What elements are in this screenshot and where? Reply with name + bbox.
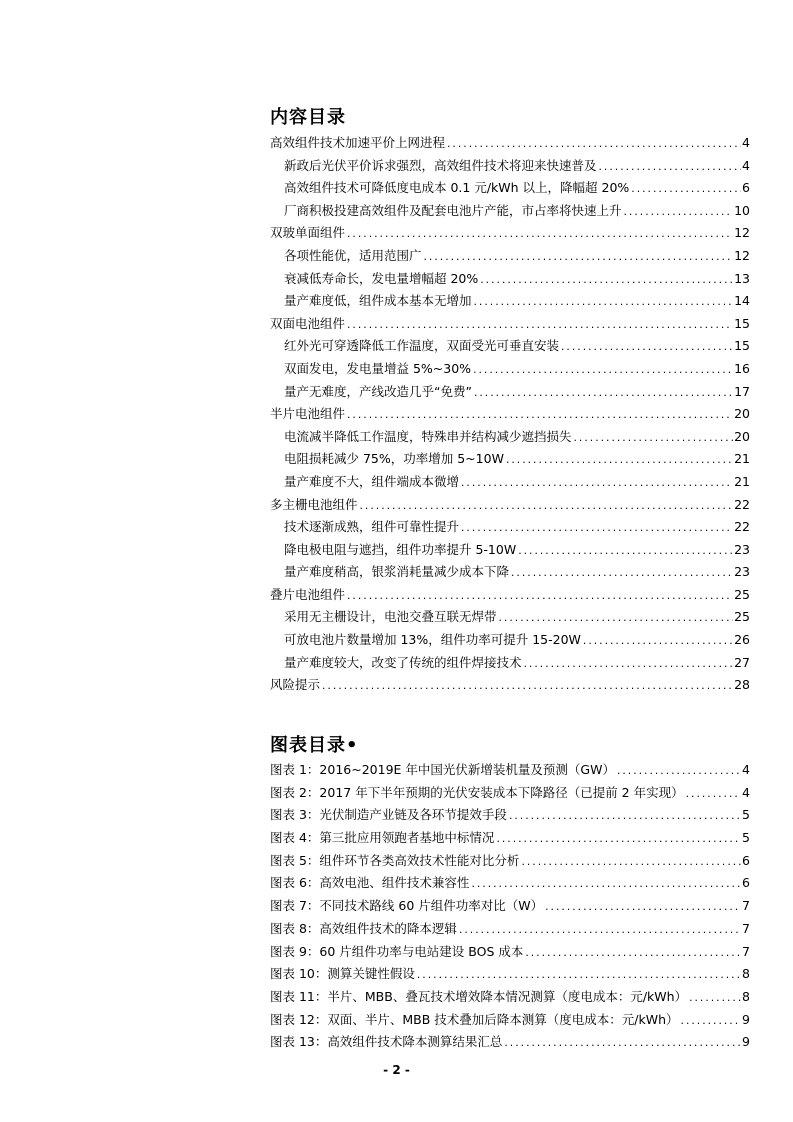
toc-entry-label: 量产无难度，产线改造几乎“免费”: [284, 383, 472, 399]
dot-leader: [321, 676, 733, 699]
dot-leader: [460, 518, 733, 541]
figure-entry-label: 图表 10：测算关键性假设: [270, 966, 415, 982]
toc-entry-label: 高效组件技术可降低度电成本 0.1 元/kWh 以上，降幅超 20%: [284, 180, 630, 196]
toc-entry[interactable]: [270, 606, 750, 629]
toc-list: [270, 132, 750, 697]
toc-entry[interactable]: [270, 403, 750, 426]
dot-leader: [598, 157, 742, 180]
figure-entry-page-number: 8: [742, 966, 750, 982]
dot-leader: [498, 608, 734, 631]
toc-entry-label: 红外光可穿透降低工作温度，双面受光可垂直安装: [284, 338, 560, 354]
dot-leader: [520, 852, 741, 875]
dot-leader: [473, 383, 733, 406]
page-number: - 2 -: [383, 1063, 410, 1077]
dot-leader: [508, 806, 741, 829]
figure-entry[interactable]: [270, 963, 750, 986]
toc-entry-label: 风险提示: [270, 677, 321, 693]
figure-entry-page-number: 9: [742, 1034, 750, 1050]
dot-leader: [623, 202, 734, 225]
dot-leader: [416, 965, 741, 988]
toc-entry[interactable]: [270, 471, 750, 494]
figure-entry-label: 图表 8：高效组件技术的降本逻辑: [270, 920, 457, 936]
toc-entry-page-number: 27: [734, 654, 750, 670]
figure-entry-label: 图表 3：光伏制造产业链及各环节提效手段: [270, 807, 507, 823]
figure-entry[interactable]: [270, 759, 750, 782]
dot-leader: [688, 988, 741, 1011]
dot-leader: [346, 586, 733, 609]
toc-entry-label: 各项性能优，适用范围广: [284, 247, 422, 263]
figure-entry[interactable]: [270, 941, 750, 964]
figure-entry-page-number: 7: [742, 943, 750, 959]
dot-leader: [544, 897, 741, 920]
figure-entry-page-number: 6: [742, 852, 750, 868]
toc-entry[interactable]: [270, 335, 750, 358]
toc-entry[interactable]: [270, 584, 750, 607]
toc-entry-page-number: 26: [734, 632, 750, 648]
toc-entry-page-number: 4: [742, 157, 750, 173]
toc-entry-label: 半片电池组件: [270, 406, 346, 422]
dot-leader: [630, 179, 741, 202]
toc-heading: 内容目录: [270, 107, 346, 128]
toc-entry-label: 可放电池片数量增加 13%，组件功率可提升 15-20W: [284, 632, 581, 648]
figure-entry-label: 图表 7：不同技术路线 60 片组件功率对比（W）: [270, 898, 544, 914]
figure-entry-page-number: 6: [742, 875, 750, 891]
dot-leader: [680, 1011, 742, 1034]
toc-entry[interactable]: [270, 200, 750, 223]
dot-leader: [573, 428, 734, 451]
figure-entry[interactable]: [270, 895, 750, 918]
toc-entry-page-number: 12: [734, 247, 750, 263]
dot-leader: [423, 247, 734, 270]
figure-entry-page-number: 5: [742, 807, 750, 823]
toc-entry-label: 高效组件技术加速平价上网进程: [270, 135, 446, 150]
figure-entry[interactable]: [270, 918, 750, 941]
dot-leader: [503, 1033, 741, 1056]
toc-entry-label: 量产难度稍高，银浆消耗量减少成本下降: [284, 564, 510, 580]
dot-leader: [560, 337, 733, 360]
toc-entry-page-number: 20: [734, 406, 750, 422]
toc-entry-page-number: 22: [734, 519, 750, 535]
dot-leader: [460, 473, 733, 496]
figures-heading: 图表目录•: [270, 735, 359, 756]
toc-entry-page-number: 15: [734, 338, 750, 354]
figure-entry-page-number: 7: [742, 898, 750, 914]
toc-entry-label: 双面发电，发电量增益 5%~30%: [284, 360, 472, 376]
toc-entry-label: 降电极电阻与遮挡，组件功率提升 5-10W: [284, 541, 517, 557]
dot-leader: [505, 450, 733, 473]
toc-entry-label: 厂商积极投建高效组件及配套电池片产能，市占率将快速上升: [284, 202, 622, 218]
dot-leader: [685, 784, 741, 807]
figure-entry-label: 图表 4：第三批应用领跑者基地中标情况: [270, 830, 495, 846]
toc-entry-page-number: 23: [734, 541, 750, 557]
toc-entry-page-number: 21: [734, 451, 750, 467]
figure-entry-page-number: 4: [742, 762, 750, 777]
figures-list: [270, 759, 750, 1054]
toc-entry[interactable]: [270, 268, 750, 291]
dot-leader: [359, 496, 734, 519]
figure-entry[interactable]: [270, 986, 750, 1009]
toc-entry-page-number: 4: [742, 135, 750, 150]
toc-entry-page-number: 23: [734, 564, 750, 580]
toc-entry-page-number: 17: [734, 383, 750, 399]
toc-entry-page-number: 15: [734, 315, 750, 331]
dot-leader: [346, 405, 733, 428]
toc-entry[interactable]: [270, 290, 750, 313]
toc-entry[interactable]: [270, 629, 750, 652]
toc-entry-label: 叠片电池组件: [270, 586, 346, 602]
dot-leader: [470, 874, 741, 897]
toc-entry-label: 电流减半降低工作温度，特殊串并结构减少遮挡损失: [284, 428, 572, 444]
figure-entry-page-number: 7: [742, 920, 750, 936]
figure-entry-label: 图表 12：双面、半片、MBB 技术叠加后降本测算（度电成本：元/kWh）: [270, 1011, 679, 1027]
dot-leader: [346, 315, 733, 338]
figure-entry[interactable]: [270, 850, 750, 873]
figure-entry-label: 图表 1：2016~2019E 年中国光伏新增装机量及预测（GW）: [270, 762, 615, 777]
toc-entry-label: 电阻损耗减少 75%，功率增加 5~10W: [284, 451, 504, 467]
toc-entry[interactable]: [270, 674, 750, 697]
toc-entry-page-number: 10: [734, 202, 750, 218]
figure-entry-label: 图表 2：2017 年下半年预期的光伏安装成本下降路径（已提前 2 年实现）: [270, 784, 684, 800]
toc-entry-page-number: 6: [742, 180, 750, 196]
dot-leader: [510, 563, 733, 586]
toc-entry-label: 采用无主栅设计，电池交叠互联无焊带: [284, 609, 497, 625]
toc-entry[interactable]: [270, 358, 750, 381]
toc-entry[interactable]: [270, 561, 750, 584]
dot-leader: [524, 943, 741, 966]
toc-entry-page-number: 14: [734, 293, 750, 309]
figure-entry-label: 图表 9：60 片组件功率与电站建设 BOS 成本: [270, 943, 524, 959]
figure-entry-page-number: 5: [742, 830, 750, 846]
toc-entry-label: 多主栅电池组件: [270, 496, 358, 512]
toc-entry[interactable]: [270, 177, 750, 200]
toc-entry[interactable]: [270, 652, 750, 675]
toc-entry-label: 衰减低寿命长，发电量增幅超 20%: [284, 270, 479, 286]
figure-entry[interactable]: [270, 1009, 750, 1032]
toc-entry-page-number: 22: [734, 496, 750, 512]
toc-entry-page-number: 25: [734, 586, 750, 602]
toc-entry[interactable]: [270, 245, 750, 268]
figure-entry[interactable]: [270, 1031, 750, 1054]
figure-entry-page-number: 4: [742, 784, 750, 800]
dot-leader: [473, 292, 734, 315]
figure-entry-page-number: 9: [742, 1011, 750, 1027]
dot-leader: [495, 829, 741, 852]
toc-entry[interactable]: [270, 313, 750, 336]
dot-leader: [346, 224, 733, 247]
figure-entry[interactable]: [270, 782, 750, 805]
toc-entry[interactable]: [270, 448, 750, 471]
toc-entry-label: 新政后光伏平价诉求强烈，高效组件技术将迎来快速普及: [284, 157, 597, 173]
toc-entry-page-number: 12: [734, 225, 750, 241]
figure-entry-label: 图表 13：高效组件技术降本测算结果汇总: [270, 1034, 503, 1050]
figure-entry-label: 图表 6：高效电池、组件技术兼容性: [270, 875, 470, 891]
toc-entry[interactable]: [270, 516, 750, 539]
toc-entry-page-number: 20: [734, 428, 750, 444]
toc-entry-page-number: 21: [734, 473, 750, 489]
figure-entry[interactable]: [270, 804, 750, 827]
toc-entry-page-number: 16: [734, 360, 750, 376]
dot-leader: [582, 631, 733, 654]
figure-entry-label: 图表 11：半片、MBB、叠瓦技术增效降本情况测算（度电成本：元/kWh）: [270, 988, 688, 1004]
toc-entry-page-number: 25: [734, 609, 750, 625]
toc-entry-label: 技术逐渐成熟，组件可靠性提升: [284, 519, 460, 535]
figure-entry-label: 图表 5：组件环节各类高效技术性能对比分析: [270, 852, 520, 868]
dot-leader: [479, 270, 733, 293]
toc-entry[interactable]: [270, 426, 750, 449]
dot-leader: [458, 920, 741, 943]
toc-entry-page-number: 28: [734, 677, 750, 693]
dot-leader: [446, 134, 741, 157]
toc-entry[interactable]: [270, 494, 750, 517]
toc-entry[interactable]: [270, 539, 750, 562]
toc-entry-page-number: 13: [734, 270, 750, 286]
toc-entry-label: 双玻单面组件: [270, 225, 346, 241]
dot-leader: [472, 360, 733, 383]
figure-entry[interactable]: [270, 872, 750, 895]
toc-entry-label: 量产难度低，组件成本基本无增加: [284, 293, 472, 309]
toc-entry-label: 量产难度不大，组件端成本微增: [284, 473, 460, 489]
figure-entry-page-number: 8: [742, 988, 750, 1004]
toc-entry[interactable]: [270, 222, 750, 245]
toc-entry[interactable]: [270, 381, 750, 404]
dot-leader: [616, 761, 741, 784]
dot-leader: [523, 654, 734, 677]
toc-entry-label: 双面电池组件: [270, 315, 346, 331]
figure-entry[interactable]: [270, 827, 750, 850]
toc-entry-label: 量产难度较大，改变了传统的组件焊接技术: [284, 654, 522, 670]
toc-entry[interactable]: [270, 132, 750, 155]
toc-entry[interactable]: [270, 155, 750, 178]
dot-leader: [517, 541, 733, 564]
